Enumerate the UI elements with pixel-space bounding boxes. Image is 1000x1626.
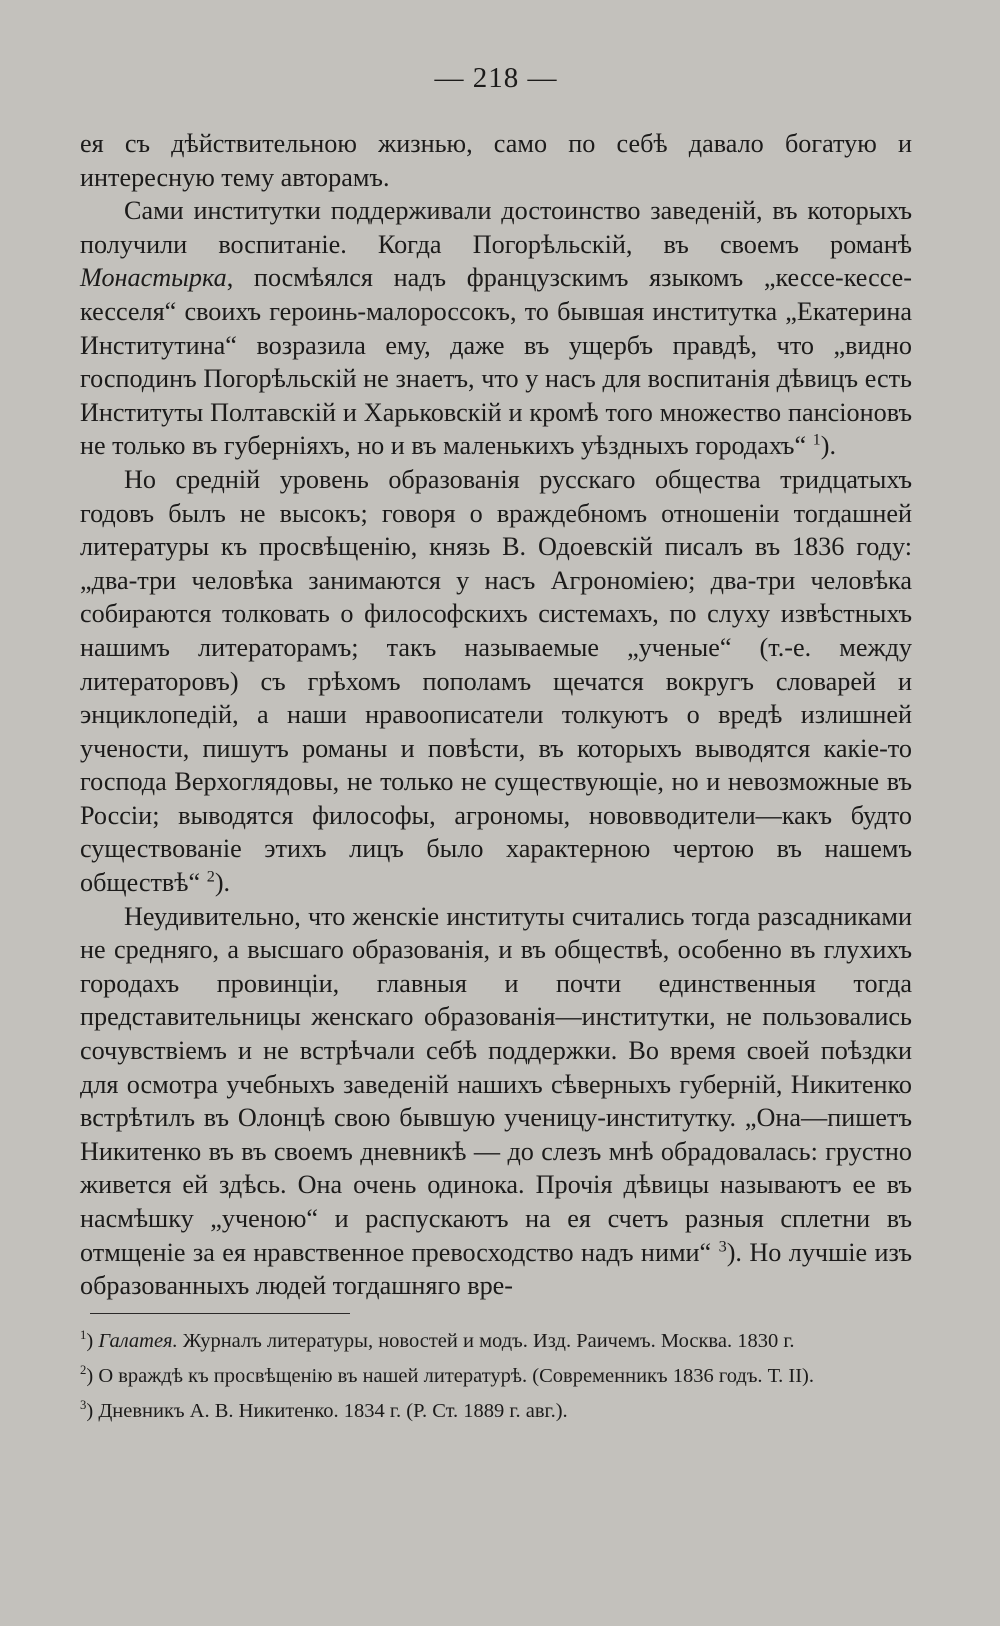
footnote-mark-2: 2 <box>80 1362 87 1377</box>
paragraph-2-text-a: Сами институтки поддерживали достоинство заведеній, въ которыхъ получили воспитаніе. Когда Погорѣльскій, въ своемъ романѣ <box>80 196 912 259</box>
footnote-2-text: О враждѣ къ просвѣщенію въ нашей литературѣ. (Современникъ 1836 годъ. Т. II). <box>93 1364 815 1387</box>
footnote-ref-1: 1 <box>812 430 821 449</box>
paragraph-2 <box>80 194 912 463</box>
footnote-3-text: Дневникъ А. В. Никитенко. 1834 г. (Р. Ст. 1889 г. авг.). <box>93 1399 568 1422</box>
paragraph-4-tail: ). Но лучшіе изъ образованныхъ людей тогдашняго вре- <box>80 1237 912 1301</box>
footnote-ref-3: 3 <box>718 1236 727 1255</box>
novel-title: Монастырка <box>80 263 227 293</box>
footnote-mark-3: 3 <box>80 1397 87 1412</box>
footnote-2: $^2$) О враждѣ къ просвѣщенію въ нашей литературѣ. (Современникъ 1836 годъ. Т. II). <box>80 1362 815 1387</box>
body-text <box>80 127 912 1303</box>
footnote-1-italic: Галатея. <box>98 1329 178 1352</box>
footnote-1: $^1$) Галатея. Журналъ литературы, новостей и модъ. Изд. Раичемъ. Москва. 1830 г. <box>80 1327 795 1352</box>
paragraph-3 <box>80 463 912 900</box>
paragraph-3-tail: ). <box>214 868 231 898</box>
footnote-3: $^3$) Дневникъ А. В. Никитенко. 1834 г. (Р. Ст. 1889 г. авг.). <box>80 1397 568 1422</box>
footnote-mark-1: 1 <box>80 1327 87 1342</box>
page-number <box>80 62 912 95</box>
paragraph-3-text: Но средній уровень образованія русскаго общества тридцатыхъ годовъ былъ не высокъ; говоря о враждебномъ отношеніи тогдашней литературы къ просвѣщенію, князь В. Одоевскій писалъ въ 1836 году: „два-три человѣка занимаются у насъ Агрономіею; два-три человѣка собираются толковать о философскихъ системахъ, по слуху извѣстныхъ нашимъ литераторамъ; такъ называемые „ученые“ (т.-е. между литераторовъ) съ грѣхомъ пополамъ щечатся вокругъ словарей и энциклопедій, а наши нравоописатели толкуютъ о вредѣ излишней учености, пишутъ романы и повѣсти, въ которыхъ выводятся какіе-то господа Верхоглядовы, не только не существующіе, но и невозможные въ Россіи; выводятся философы, агрономы, нововводители—какъ будто существованіе этихъ лицъ было характерною чертою въ нашемъ обществѣ“ <box>80 464 912 898</box>
footnote-ref-2: 2 <box>206 867 215 886</box>
footnote-divider <box>90 1313 350 1314</box>
paragraph-4 <box>80 900 912 1303</box>
page-number-text: — 218 — <box>434 62 558 94</box>
paragraph-1-text: ея съ дѣйствительною жизнью, само по себѣ давало богатую и интересную тему авторамъ. <box>80 129 912 192</box>
paragraph-2-text-b: , посмѣялся надъ французскимъ языкомъ „кессе-кессе-кесселя“ своихъ героинь-малороссокъ, то бывшая институтка „Екатерина Институтина“ возразила ему, даже въ ущербъ правдѣ, что „видно господинъ Погорѣльскій не знаетъ, что у насъ для воспитанія дѣвицъ есть Институты Полтавскій и Харьковскій и кромѣ того множество пансіоновъ не только въ губерніяхъ, но и въ маленькихъ уѣздныхъ городахъ“ <box>80 263 912 461</box>
footnotes <box>80 1328 912 1425</box>
paragraph-2-tail: ). <box>820 431 837 461</box>
paragraph-1 <box>80 127 912 194</box>
paragraph-4-text: Неудивительно, что женскіе институты считались тогда разсадниками не средняго, а высшаго образованія, и въ обществѣ, особенно въ глухихъ городахъ провинціи, главныя и почти единственныя тогда представительницы женскаго образованія—институтки, не пользовались сочувствіемъ и не встрѣчали себѣ поддержки. Во время своей поѣздки для осмотра учебныхъ заведеній нашихъ сѣверныхъ губерній, Никитенко встрѣтилъ въ Олонцѣ свою бывшую ученицу-институтку. „Она—пишетъ Никитенко въ въ своемъ дневникѣ — до слезъ мнѣ обрадовалась: грустно живется ей здѣсь. Она очень одинока. Прочія дѣвицы называютъ ее въ насмѣшку „ученою“ и распускаютъ на ея счетъ разныя сплетни въ отмщеніе за ея нравственное превосходство надъ ними“ <box>80 901 912 1267</box>
footnote-1-text: Журналъ литературы, новостей и модъ. Изд. Раичемъ. Москва. 1830 г. <box>177 1329 795 1352</box>
